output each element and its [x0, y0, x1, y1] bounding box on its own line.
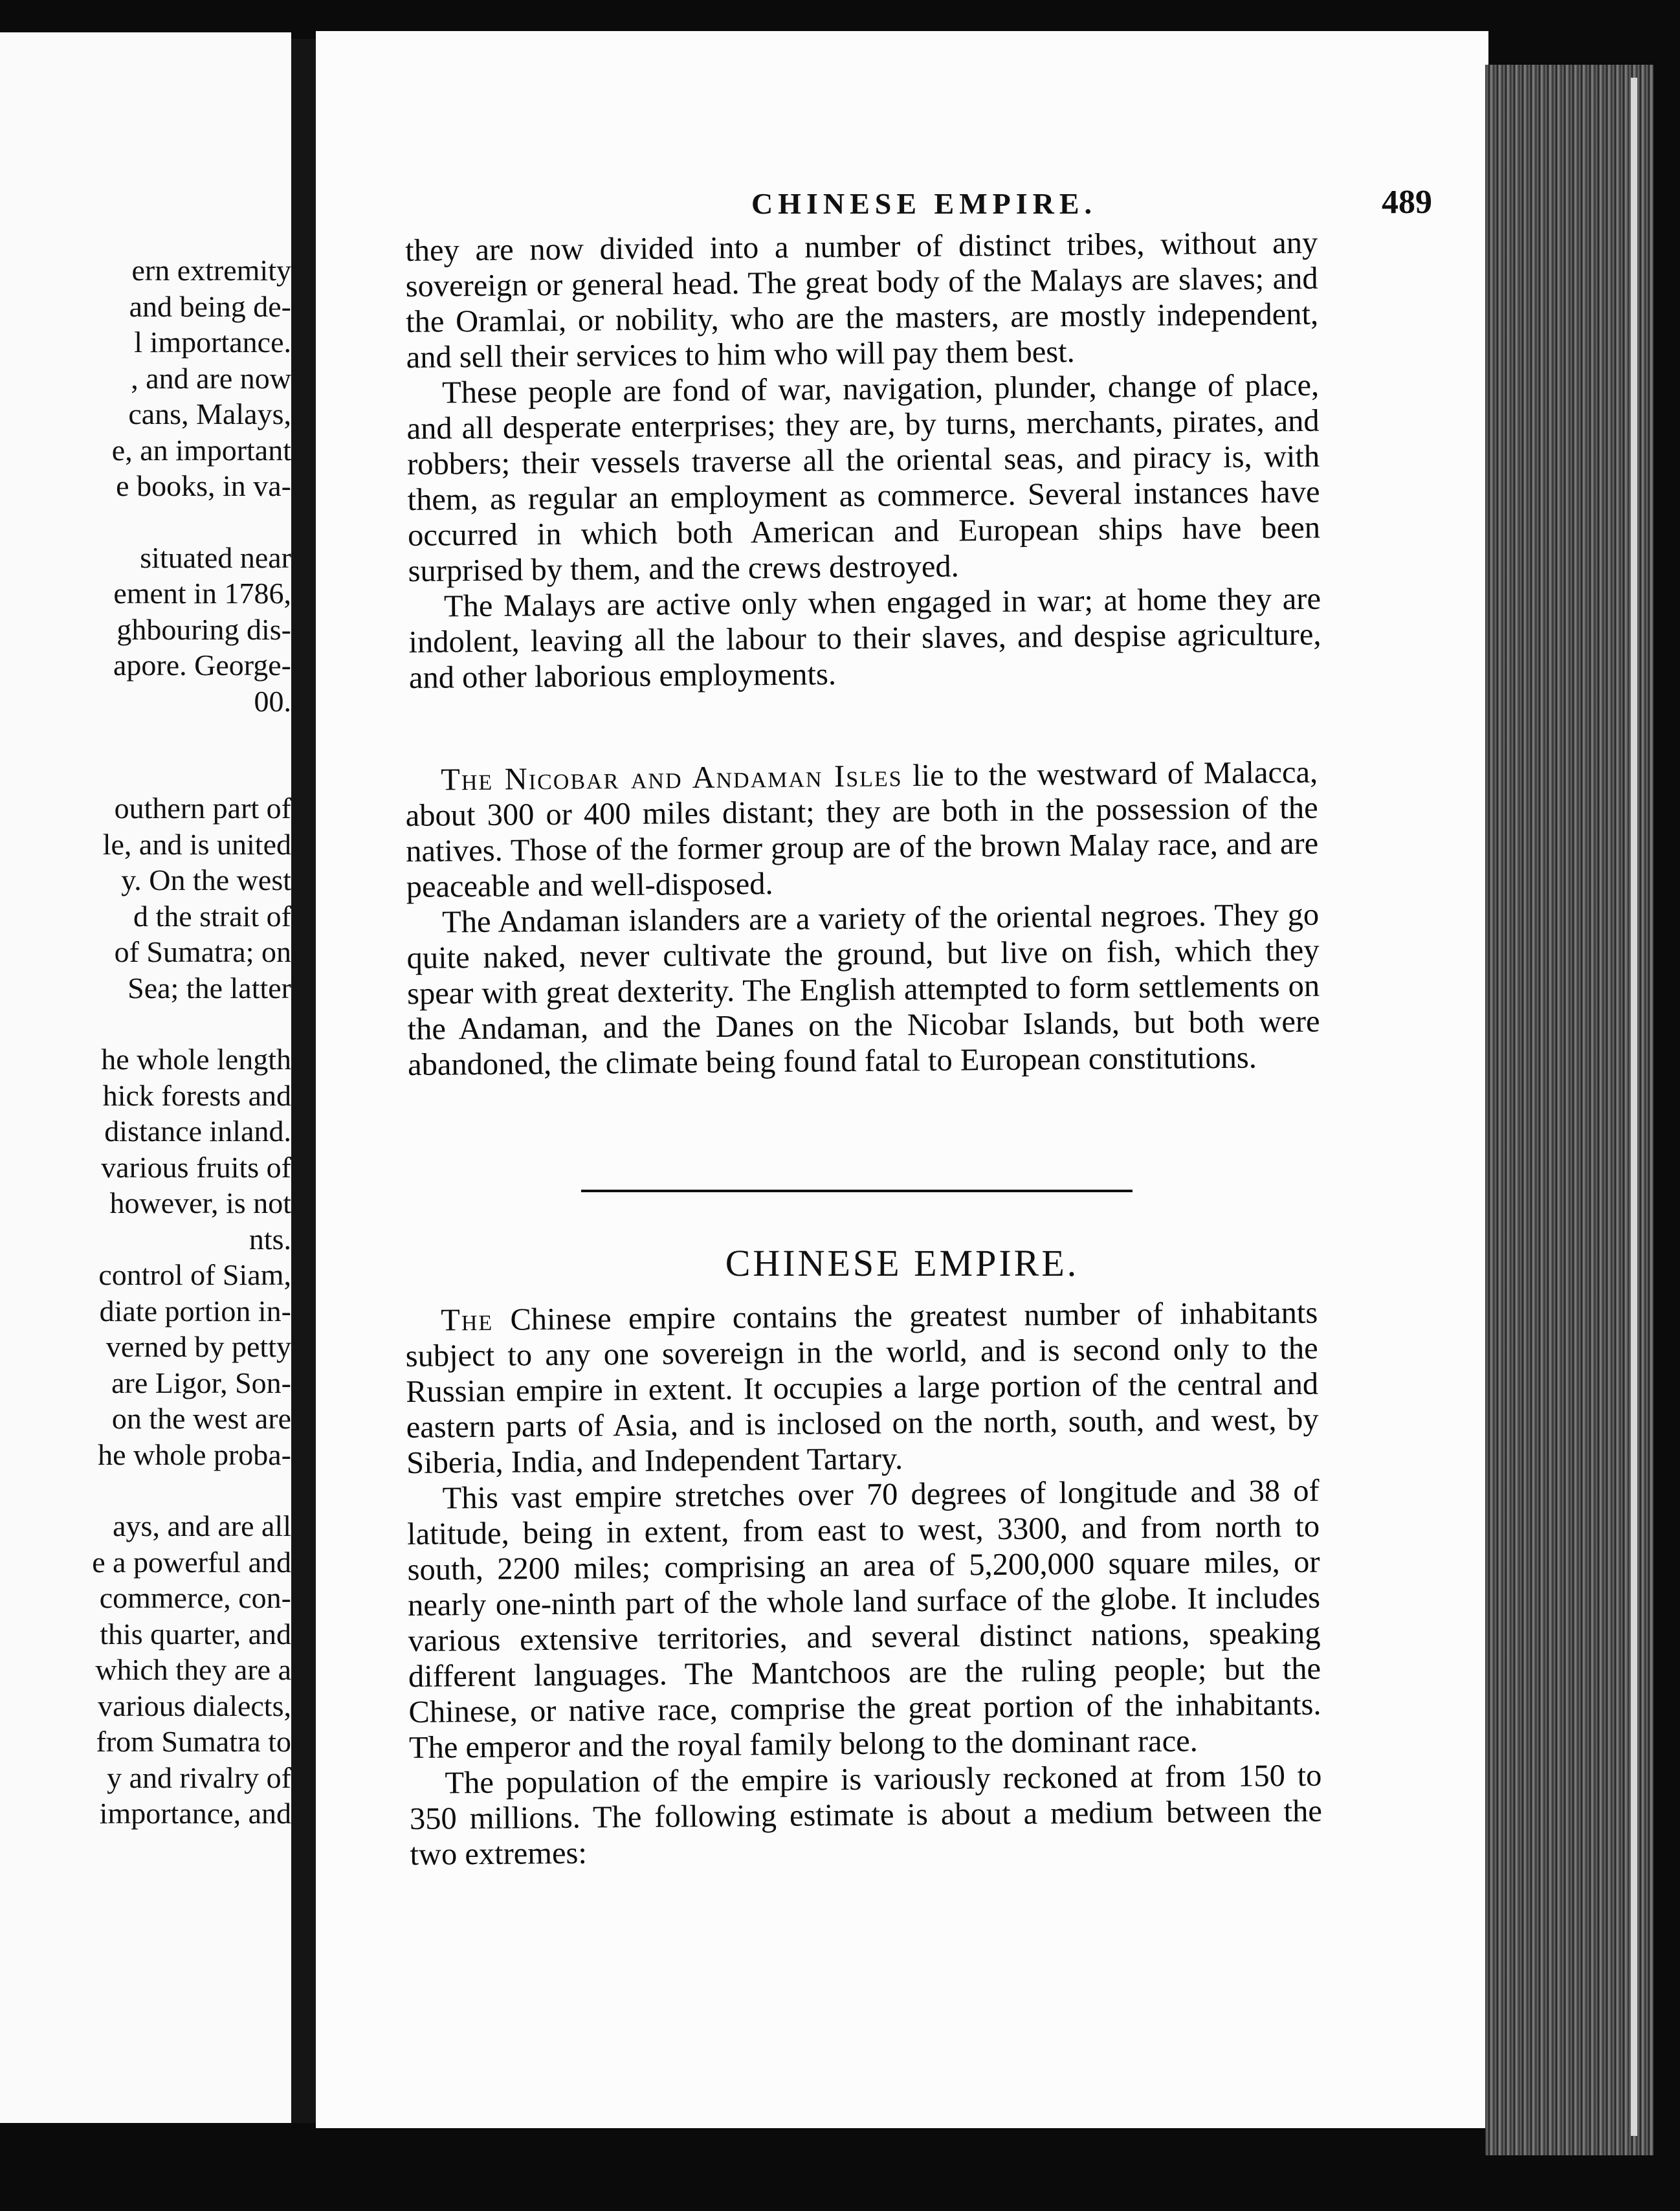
left-page-line: distance inland. — [104, 1115, 291, 1148]
left-page-gap — [6, 504, 291, 540]
left-page-line: commerce, con- — [99, 1581, 291, 1614]
left-page-line: e a powerful and — [92, 1545, 291, 1579]
left-page-gap — [6, 719, 291, 755]
left-page-line: he whole length — [101, 1043, 291, 1076]
page-number: 489 — [1382, 184, 1432, 221]
book-gutter — [291, 39, 317, 2123]
paragraph — [405, 1295, 1319, 1481]
left-page-line: y. On the west — [121, 863, 291, 896]
left-page-gap — [6, 1006, 291, 1041]
left-page-line: various dialects, — [98, 1689, 291, 1722]
paragraph: This vast empire stretches over 70 degrees of longitude and 38 of latitude, being in extent, from east to west, 3300, and from north to south, 2200 miles; comprising an area of 5,200,000 square miles, or nearly one-ninth part of the whole land surface of the globe. It includes various extensive territories, and several distinct nations, speaking different languages. The Mantchoos are the ruling people; but the Chinese, or native race, comprise the great portion of the inhabitants. The emperor and the royal family belong to the dominant race. — [406, 1473, 1321, 1765]
left-page — [0, 32, 291, 2123]
section-heading: CHINESE EMPIRE. — [725, 1242, 1079, 1284]
left-page-line: l importance. — [134, 326, 291, 359]
left-page-line: various fruits of — [101, 1150, 291, 1184]
left-page-line: he whole proba- — [98, 1438, 291, 1471]
running-title: CHINESE EMPIRE. — [751, 187, 1098, 220]
left-page-line: however, is not — [109, 1186, 291, 1219]
nicobar-section — [405, 755, 1320, 1083]
left-page-line: le, and is united — [102, 827, 291, 861]
left-page-line: this quarter, and — [100, 1617, 291, 1650]
left-page-line: cans, Malays, — [128, 397, 291, 430]
paragraph-rest: Chinese empire contains the greatest number of inhabitants subject to any one sovereign in the world, and is second only to the Russian empire in extent. It occupies a large portion of the central and eastern parts of Asia, and is inclosed on the north, south, and west, by Siberia, India, and Independent Tartary. — [405, 1295, 1319, 1480]
left-page-line: apore. George- — [113, 649, 291, 682]
left-page-line: ghbouring dis- — [116, 612, 291, 646]
left-page-line: e books, in va- — [116, 469, 291, 502]
paragraph — [405, 755, 1319, 905]
left-page-line: are Ligor, Son- — [111, 1366, 291, 1399]
left-page-line: ays, and are all — [113, 1509, 291, 1542]
left-page-line: from Sumatra to — [96, 1725, 291, 1758]
left-page-line: outhern part of — [114, 792, 291, 825]
left-page-line: e, an important — [111, 433, 291, 467]
chinese-section — [405, 1295, 1323, 1872]
left-page-line: importance, and — [99, 1797, 291, 1830]
left-page-line: situated near — [140, 540, 291, 574]
left-page-line: and being de- — [129, 289, 291, 323]
left-page-line: control of Siam, — [98, 1258, 291, 1291]
paragraph: The population of the empire is variously reckoned at from 150 to 350 millions. The following estimate is about a medium between the two extremes: — [409, 1758, 1323, 1872]
left-page-line: , and are now — [131, 361, 291, 395]
paragraph: These people are fond of war, navigation, plunder, change of place, and all desperate enterprises; they are, by turns, merchants, pirates, and robbers; their vessels traverse all the oriental seas, and piracy is, with them, as regular an employment as commerce. Several instances have occurred in which both American and European ships have been surprised by them, and the crews destroyed. — [406, 368, 1321, 588]
left-page-line: Sea; the latter — [127, 971, 291, 1005]
paragraph: The Malays are active only when engaged in war; at home they are indolent, leaving all the labour to their slaves, and despise agriculture, and other laborious employments. — [408, 581, 1321, 695]
paragraph: The Andaman islanders are a variety of the oriental negroes. They go quite naked, never cultivate the ground, but live on fish, which they spear with great dexterity. The English attempted to form settlements on the Andaman, and the Danes on the Nicobar Islands, but both were abandoned, the climate being found fatal to European constitutions. — [406, 897, 1320, 1082]
left-page-line: hick forests and — [102, 1078, 291, 1112]
malay-section — [405, 225, 1321, 696]
paragraph: they are now divided into a number of distinct tribes, without any sovereign or general head. The great body of the Malays are slaves; and the Oramlai, or nobility, who are the masters, are mostly independent, and sell their services to him who will pay them best. — [405, 225, 1319, 375]
left-page-gap — [6, 755, 291, 790]
left-page-line: nts. — [249, 1222, 291, 1256]
right-page — [316, 31, 1488, 2128]
page-edge-highlight — [1631, 78, 1637, 2136]
page-edge — [1485, 65, 1653, 2155]
section-divider — [581, 1190, 1133, 1192]
left-page-gap — [6, 1472, 291, 1508]
left-page-line: 00. — [254, 684, 291, 718]
left-page-line: ern extremity — [131, 254, 291, 287]
left-page-line: verned by petty — [105, 1330, 291, 1363]
paragraph-rest: lie to the westward of Malacca, about 300 or 400 miles distant; they are both in the possession of the natives. Those of the former group are of the brown Malay race, and are peaceable and well-disposed. — [405, 755, 1319, 904]
left-page-line: diate portion in- — [99, 1294, 291, 1328]
lead-small-caps: The Nicobar and Andaman Isles — [441, 759, 903, 797]
left-page-line: ement in 1786, — [113, 577, 291, 610]
left-page-line: on the west are — [111, 1402, 291, 1435]
left-page-text — [6, 252, 291, 1832]
left-page-line: which they are a — [95, 1653, 291, 1686]
left-page-line: of Sumatra; on — [114, 935, 291, 968]
left-page-line: y and rivalry of — [107, 1761, 291, 1794]
left-page-line: d the strait of — [133, 899, 291, 933]
lead-small-caps: The — [441, 1302, 494, 1338]
